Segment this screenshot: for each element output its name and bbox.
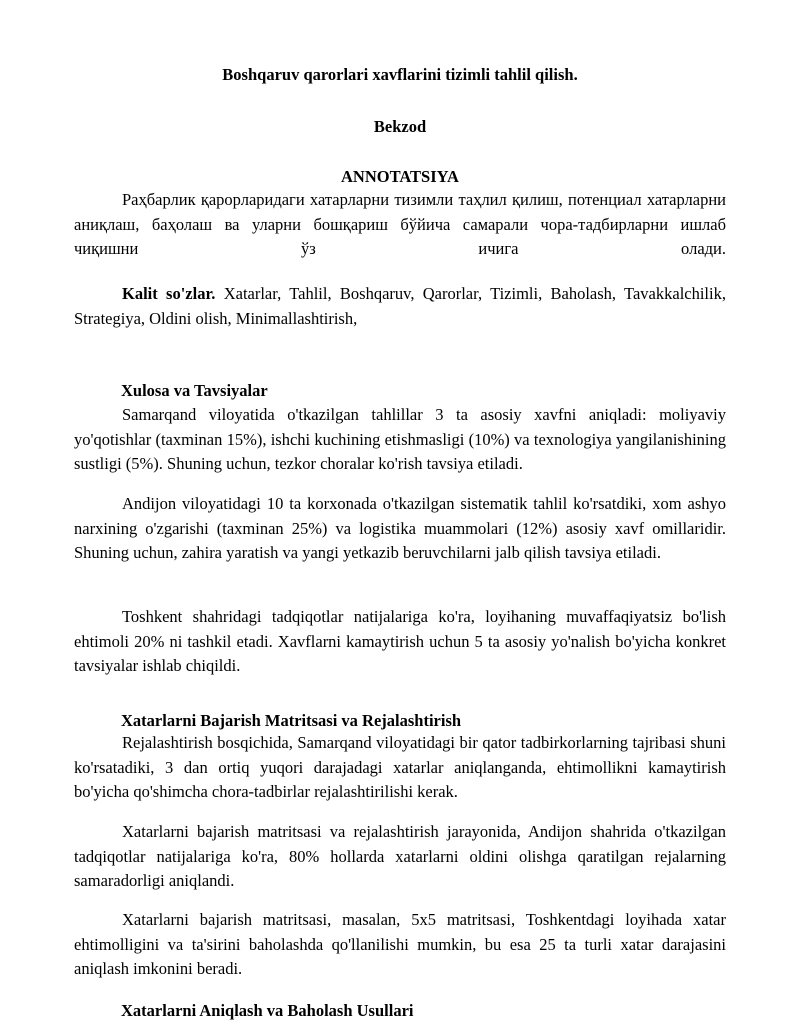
section-2-paragraph-2: Xatarlarni bajarish matritsasi va rejalashtirish jarayonida, Andijon shahrida o'tkazilgan tadqiqotlar natijalariga ko'ra, 80% hollarda xatarlarni oldini olishga qaratilgan rejalarning samaradorligi aniqlandi.	[74, 822, 726, 890]
keywords-text: Xatarlar, Tahlil, Boshqaruv, Qarorlar, Tizimli, Baholash, Tavakkalchilik, Strategiya, Oldini olish, Minimallashtirish,	[74, 284, 726, 328]
section-1-paragraph-2: Andijon viloyatidagi 10 ta korxonada o'tkazilgan sistematik tahlil ko'rsatdiki, xom ashyo narxining o'zgarishi (taxminan 25%) va logistika muammolari (12%) asosiy xavf omillaridir. Shuning uchun, zahira yaratish va yangi yetkazib beruvchilarni jalb qilish tavsiya etiladi.	[74, 494, 726, 562]
document-title: Boshqaruv qarorlari xavflarini tizimli tahlil qilish.	[222, 65, 578, 84]
author-name: Bekzod	[373, 117, 427, 136]
annotation-heading: ANNOTATSIYA	[341, 167, 459, 186]
section-1-paragraph-3: Toshkent shahridagi tadqiqotlar natijalariga ko'ra, loyihaning muvaffaqiyatsiz bo'lish ehtimoli 20% ni tashkil etadi. Xavflarni kamaytirish uchun 5 ta asosiy yo'nalish bo'yicha konkret tavsiyalar ishlab chiqildi.	[74, 607, 726, 675]
keywords-label: Kalit so'zlar.	[122, 284, 216, 303]
section-2-paragraph-1: Rejalashtirish bosqichida, Samarqand viloyatidagi bir qator tadbirkorlarning tajribasi shuni ko'rsatadiki, 3 dan ortiq yuqori darajadagi xatarlar aniqlanganda, ehtimollikni kamaytirish bo'yicha qo'shimcha chora-tadbirlar rejalashtirilishi kerak.	[74, 733, 726, 801]
section-1-paragraph-1: Samarqand viloyatida o'tkazilgan tahlillar 3 ta asosiy xavfni aniqladi: moliyaviy yo'qotishlar (taxminan 15%), ishchi kuchining etishmasligi (10%) va texnologiya yangilanishining sustligi (5%). Shuning uchun, tezkor choralar ko'rish tavsiya etiladi.	[74, 405, 726, 473]
section-2-paragraph-3: Xatarlarni bajarish matritsasi, masalan, 5x5 matritsasi, Toshkentdagi loyihada xatar ehtimolligini va ta'sirini baholashda qo'llanilishi mumkin, bu esa 25 ta turli xatar darajasini aniqlash imkonini beradi.	[74, 910, 726, 978]
keywords-paragraph	[74, 282, 726, 331]
annotation-text: Раҳбарлик қарорларидаги хатарларни тизимли таҳлил қилиш, потенциал хатарларни аниқлаш, баҳолаш ва уларни бошқариш бўйича самарали чора-тадбирларни ишлаб чиқишни ўз ичига олади.	[74, 190, 726, 258]
section-heading-methods: Xatarlarni Aniqlash va Baholash Usullari	[121, 1001, 414, 1020]
section-heading-conclusions: Xulosa va Tavsiyalar	[121, 381, 268, 400]
section-heading-matrix: Xatarlarni Bajarish Matritsasi va Rejalashtirish	[121, 711, 462, 730]
